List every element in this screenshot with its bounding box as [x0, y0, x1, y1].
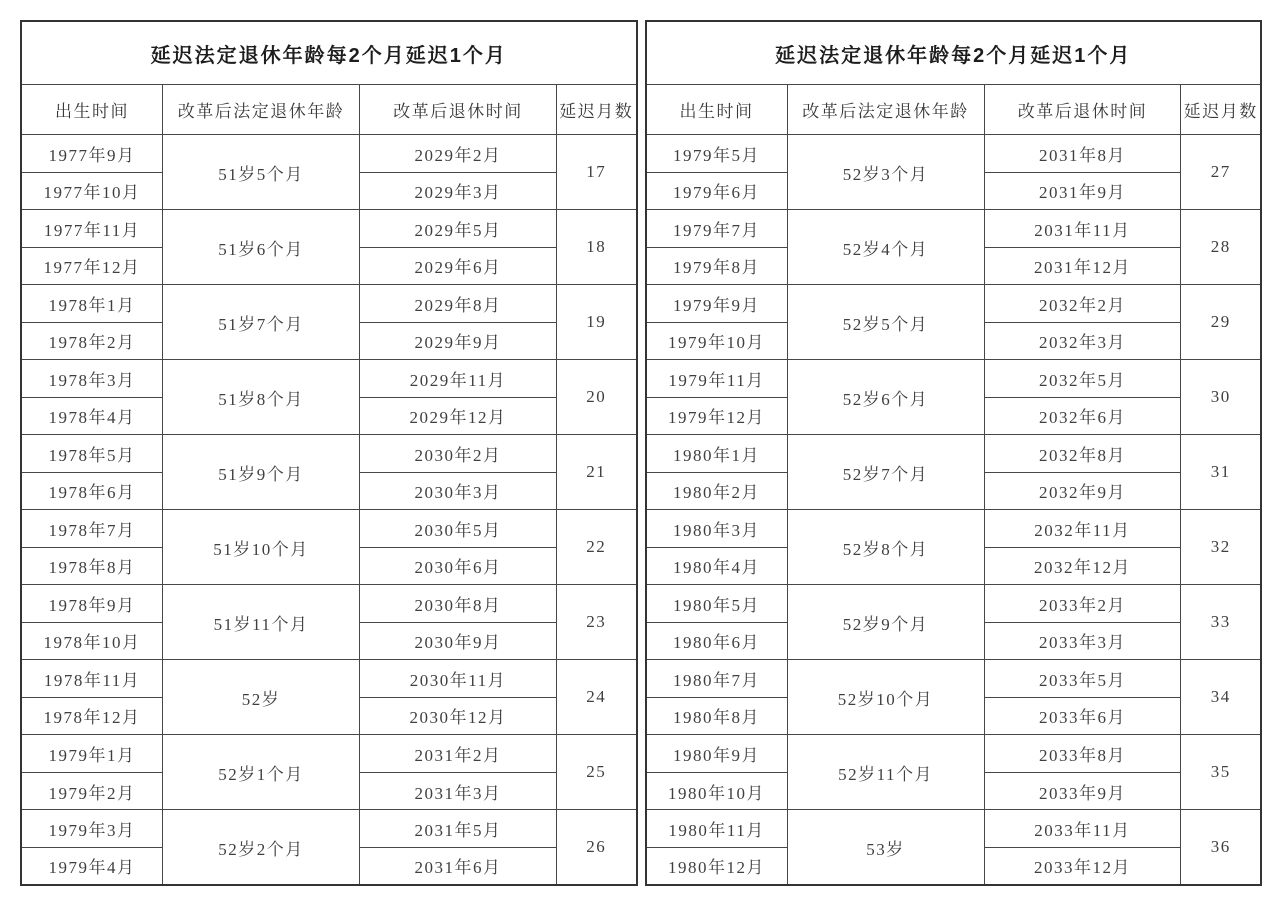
retirement-date-cell: 2031年3月	[360, 772, 557, 810]
birth-date-cell: 1980年5月	[646, 585, 788, 623]
retirement-date-cell: 2032年9月	[984, 472, 1181, 510]
table-row	[21, 735, 637, 773]
col-header-retirement-date: 改革后退休时间	[360, 85, 557, 135]
retirement-date-cell: 2032年12月	[984, 547, 1181, 585]
statutory-age-cell: 51岁7个月	[163, 285, 360, 360]
col-header-birth-date: 出生时间	[21, 85, 163, 135]
birth-date-cell: 1978年8月	[21, 547, 163, 585]
birth-date-cell: 1980年4月	[646, 547, 788, 585]
delay-months-cell: 30	[1181, 360, 1261, 435]
retirement-date-cell: 2033年11月	[984, 810, 1181, 848]
delay-months-cell: 34	[1181, 660, 1261, 735]
statutory-age-cell: 53岁	[787, 810, 984, 885]
retirement-date-cell: 2032年5月	[984, 360, 1181, 398]
birth-date-cell: 1979年4月	[21, 847, 163, 885]
statutory-age-cell: 51岁6个月	[163, 210, 360, 285]
retirement-date-cell: 2030年12月	[360, 697, 557, 735]
retirement-date-cell: 2030年6月	[360, 547, 557, 585]
retirement-date-cell: 2029年9月	[360, 322, 557, 360]
birth-date-cell: 1980年8月	[646, 697, 788, 735]
delay-months-cell: 32	[1181, 510, 1261, 585]
delay-months-cell: 24	[556, 660, 636, 735]
statutory-age-cell: 52岁	[163, 660, 360, 735]
statutory-age-cell: 52岁7个月	[787, 435, 984, 510]
retirement-date-cell: 2029年11月	[360, 360, 557, 398]
statutory-age-cell: 52岁3个月	[787, 135, 984, 210]
statutory-age-cell: 52岁5个月	[787, 285, 984, 360]
table-row	[646, 135, 1262, 173]
col-header-retirement-date: 改革后退休时间	[984, 85, 1181, 135]
statutory-age-cell: 52岁6个月	[787, 360, 984, 435]
birth-date-cell: 1978年9月	[21, 585, 163, 623]
table-row	[21, 135, 637, 173]
retirement-date-cell: 2032年11月	[984, 510, 1181, 548]
table-row	[646, 660, 1262, 698]
birth-date-cell: 1979年1月	[21, 735, 163, 773]
statutory-age-cell: 52岁1个月	[163, 735, 360, 810]
birth-date-cell: 1978年1月	[21, 285, 163, 323]
statutory-age-cell: 51岁5个月	[163, 135, 360, 210]
table-row	[646, 360, 1262, 398]
statutory-age-cell: 51岁8个月	[163, 360, 360, 435]
retirement-date-cell: 2029年8月	[360, 285, 557, 323]
birth-date-cell: 1980年11月	[646, 810, 788, 848]
retirement-date-cell: 2030年5月	[360, 510, 557, 548]
birth-date-cell: 1979年8月	[646, 247, 788, 285]
retirement-date-cell: 2030年9月	[360, 622, 557, 660]
delay-months-cell: 18	[556, 210, 636, 285]
birth-date-cell: 1978年6月	[21, 472, 163, 510]
birth-date-cell: 1980年9月	[646, 735, 788, 773]
table-body	[646, 135, 1262, 886]
retirement-date-cell: 2031年6月	[360, 847, 557, 885]
delay-months-cell: 26	[556, 810, 636, 885]
retirement-date-cell: 2031年12月	[984, 247, 1181, 285]
delay-months-cell: 29	[1181, 285, 1261, 360]
delay-months-cell: 22	[556, 510, 636, 585]
retirement-table-right	[645, 20, 1263, 886]
table-row	[646, 810, 1262, 848]
retirement-date-cell: 2030年2月	[360, 435, 557, 473]
table-title: 延迟法定退休年龄每2个月延迟1个月	[646, 21, 1262, 85]
birth-date-cell: 1979年9月	[646, 285, 788, 323]
birth-date-cell: 1977年10月	[21, 172, 163, 210]
birth-date-cell: 1978年7月	[21, 510, 163, 548]
birth-date-cell: 1980年10月	[646, 772, 788, 810]
birth-date-cell: 1979年3月	[21, 810, 163, 848]
retirement-date-cell: 2031年5月	[360, 810, 557, 848]
table-row	[21, 360, 637, 398]
birth-date-cell: 1977年12月	[21, 247, 163, 285]
delay-months-cell: 20	[556, 360, 636, 435]
statutory-age-cell: 52岁9个月	[787, 585, 984, 660]
delay-months-cell: 28	[1181, 210, 1261, 285]
retirement-date-cell: 2029年5月	[360, 210, 557, 248]
table-row	[646, 285, 1262, 323]
retirement-date-cell: 2031年11月	[984, 210, 1181, 248]
retirement-date-cell: 2031年9月	[984, 172, 1181, 210]
birth-date-cell: 1978年4月	[21, 397, 163, 435]
table-row	[21, 810, 637, 848]
table-row	[21, 210, 637, 248]
table-row	[21, 285, 637, 323]
retirement-date-cell: 2029年6月	[360, 247, 557, 285]
birth-date-cell: 1978年2月	[21, 322, 163, 360]
table-row	[646, 210, 1262, 248]
birth-date-cell: 1978年3月	[21, 360, 163, 398]
delay-months-cell: 31	[1181, 435, 1261, 510]
retirement-date-cell: 2032年3月	[984, 322, 1181, 360]
col-header-statutory-age: 改革后法定退休年龄	[787, 85, 984, 135]
birth-date-cell: 1979年6月	[646, 172, 788, 210]
table-title: 延迟法定退休年龄每2个月延迟1个月	[21, 21, 637, 85]
col-header-delay-months: 延迟月数	[1181, 85, 1261, 135]
table-body	[21, 135, 637, 886]
birth-date-cell: 1980年7月	[646, 660, 788, 698]
statutory-age-cell: 51岁10个月	[163, 510, 360, 585]
delay-months-cell: 21	[556, 435, 636, 510]
col-header-birth-date: 出生时间	[646, 85, 788, 135]
table-row	[21, 510, 637, 548]
birth-date-cell: 1977年11月	[21, 210, 163, 248]
statutory-age-cell: 51岁9个月	[163, 435, 360, 510]
birth-date-cell: 1978年11月	[21, 660, 163, 698]
table-row	[646, 585, 1262, 623]
birth-date-cell: 1980年6月	[646, 622, 788, 660]
retirement-date-cell: 2029年12月	[360, 397, 557, 435]
birth-date-cell: 1978年12月	[21, 697, 163, 735]
delay-months-cell: 17	[556, 135, 636, 210]
statutory-age-cell: 52岁11个月	[787, 735, 984, 810]
retirement-date-cell: 2029年2月	[360, 135, 557, 173]
birth-date-cell: 1979年10月	[646, 322, 788, 360]
delay-months-cell: 23	[556, 585, 636, 660]
statutory-age-cell: 52岁8个月	[787, 510, 984, 585]
birth-date-cell: 1979年2月	[21, 772, 163, 810]
delay-months-cell: 25	[556, 735, 636, 810]
retirement-date-cell: 2032年8月	[984, 435, 1181, 473]
table-row	[646, 510, 1262, 548]
col-header-delay-months: 延迟月数	[556, 85, 636, 135]
statutory-age-cell: 52岁4个月	[787, 210, 984, 285]
birth-date-cell: 1980年2月	[646, 472, 788, 510]
retirement-date-cell: 2031年2月	[360, 735, 557, 773]
table-row	[646, 435, 1262, 473]
statutory-age-cell: 52岁10个月	[787, 660, 984, 735]
col-header-statutory-age: 改革后法定退休年龄	[163, 85, 360, 135]
retirement-date-cell: 2033年8月	[984, 735, 1181, 773]
delay-months-cell: 36	[1181, 810, 1261, 885]
retirement-date-cell: 2032年6月	[984, 397, 1181, 435]
delay-months-cell: 27	[1181, 135, 1261, 210]
retirement-date-cell: 2033年2月	[984, 585, 1181, 623]
delay-months-cell: 33	[1181, 585, 1261, 660]
birth-date-cell: 1980年1月	[646, 435, 788, 473]
birth-date-cell: 1977年9月	[21, 135, 163, 173]
retirement-date-cell: 2033年12月	[984, 847, 1181, 885]
table-row	[21, 660, 637, 698]
retirement-date-cell: 2029年3月	[360, 172, 557, 210]
retirement-date-cell: 2033年5月	[984, 660, 1181, 698]
retirement-date-cell: 2033年9月	[984, 772, 1181, 810]
birth-date-cell: 1979年11月	[646, 360, 788, 398]
birth-date-cell: 1978年10月	[21, 622, 163, 660]
birth-date-cell: 1979年5月	[646, 135, 788, 173]
birth-date-cell: 1978年5月	[21, 435, 163, 473]
retirement-date-cell: 2033年3月	[984, 622, 1181, 660]
retirement-date-cell: 2032年2月	[984, 285, 1181, 323]
retirement-date-cell: 2030年3月	[360, 472, 557, 510]
table-row	[21, 585, 637, 623]
statutory-age-cell: 51岁11个月	[163, 585, 360, 660]
table-row	[21, 435, 637, 473]
birth-date-cell: 1980年3月	[646, 510, 788, 548]
retirement-date-cell: 2030年8月	[360, 585, 557, 623]
statutory-age-cell: 52岁2个月	[163, 810, 360, 885]
birth-date-cell: 1980年12月	[646, 847, 788, 885]
retirement-table-left	[20, 20, 638, 886]
retirement-date-cell: 2030年11月	[360, 660, 557, 698]
delay-months-cell: 19	[556, 285, 636, 360]
birth-date-cell: 1979年12月	[646, 397, 788, 435]
retirement-date-cell: 2033年6月	[984, 697, 1181, 735]
birth-date-cell: 1979年7月	[646, 210, 788, 248]
delay-months-cell: 35	[1181, 735, 1261, 810]
table-row	[646, 735, 1262, 773]
retirement-date-cell: 2031年8月	[984, 135, 1181, 173]
